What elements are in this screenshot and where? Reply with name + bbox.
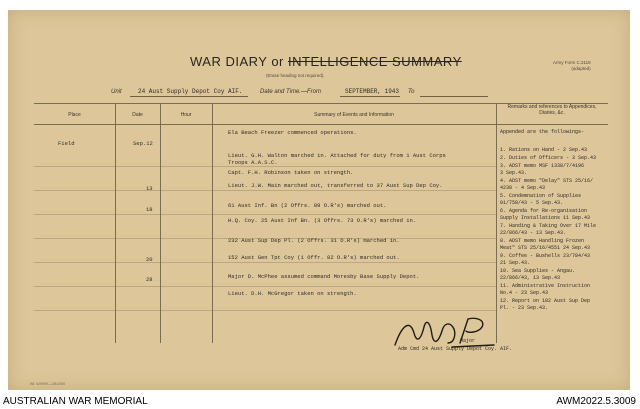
unit-label: Unit xyxy=(111,89,122,95)
row-10-date: 28 xyxy=(146,276,153,283)
remarks-13: 8. ADST memo Handling Frozen xyxy=(500,238,585,244)
remarks-3: 3. ADST memo MSF 1338/7/4196 xyxy=(500,163,585,169)
remarks-17: 10. Sea Supplies - Angau. xyxy=(500,268,576,274)
remarks-18: 22/866/43, 13 Sep.43 xyxy=(500,275,561,281)
row-10-text: Major D. McPhee assumed command Moresby Base Supply Depot. xyxy=(228,273,420,280)
unit-value: 24 Aust Supply Depot Coy AIF. xyxy=(138,88,243,95)
date-label: Date and Time.—From xyxy=(260,89,321,95)
remarks-4: 3 Sep.43. xyxy=(500,170,528,176)
row-5-text: Lieut. J.W. Main marched out, transferred to 37 Aust Sup Dep Coy. xyxy=(228,182,443,189)
army-form-number: Army Form C.2118 (adapted) xyxy=(553,60,591,71)
row-1-date: Sep.12 xyxy=(133,140,153,147)
remarks-19: 11. Administrative Instruction xyxy=(500,283,591,289)
row-0-text: Ela Beach Freezer commenced operations. xyxy=(228,129,357,136)
row-8-text: 232 Aust Sup Dep Pl. (2 Offrs. 31 O.R's) marched in. xyxy=(228,237,400,244)
remarks-1: 1. Rations on Hand - 2 Sep.43 xyxy=(500,147,588,153)
struck-title: INTELLIGENCE SUMMARY xyxy=(288,54,462,69)
remarks-15: 9. Coffee - Bushells 23/784/43 xyxy=(500,253,591,259)
row-11-text: Lieut. D.H. McGregor taken on strength. xyxy=(228,290,357,297)
erase-note: (Erase heading not required). xyxy=(266,73,325,78)
column-header-summary: Summary of Events and Information xyxy=(314,112,394,118)
page-title: WAR DIARY or INTELLIGENCE SUMMARY xyxy=(190,54,462,69)
remarks-20: No.4 - 23 Sep.43 xyxy=(500,290,549,296)
row-6-text: 61 Aust Inf. Bn (2 Offrs. 89 O.R's) marched out. xyxy=(228,202,387,209)
column-header-place: Place xyxy=(68,112,81,118)
remarks-8: 01/758/43 - 5 Sep.43. xyxy=(500,200,564,206)
remarks-0: Appended are the followings- xyxy=(500,129,585,135)
remarks-22: Pl. - 23 Sep.43. xyxy=(500,305,549,311)
row-9-text: 152 Aust Gen Tpt Coy (1 Offr. 82 O.R's) marched out. xyxy=(228,254,400,261)
remarks-12: 22/866/43 - 13 Sep.43. xyxy=(500,230,567,236)
remarks-11: 7. Handing & Taking Over 17 Mile xyxy=(500,223,597,229)
column-header-remarks: Remarks and references to Appendices, Diaries, &c. xyxy=(507,104,597,116)
row-7-text: H.Q. Coy. 25 Aust Inf Bn. (3 Offrs. 73 O.R's) marched in. xyxy=(228,217,417,224)
remarks-16: 21 Sep.43. xyxy=(500,260,531,266)
date-to-label: To xyxy=(408,89,415,95)
row-5-date: 13 xyxy=(146,185,153,192)
remarks-5: 4. ADST memo "Delay" STS 25/16/ xyxy=(500,178,594,184)
remarks-14: Meat" STS 25/16/4551 24 Sep.43 xyxy=(500,245,591,251)
remarks-9: 6. Agenda for Re-organisation xyxy=(500,208,588,214)
row-9-date: 20 xyxy=(146,256,153,263)
remarks-21: 12. Report on 182 Aust Sup Dep xyxy=(500,298,591,304)
signature-line: Adm Cmd 24 Aust Supply Depot Coy. AIF. xyxy=(398,346,513,352)
remarks-7: 5. Condemnation of Supplies xyxy=(500,193,582,199)
column-header-date: Date xyxy=(132,112,143,118)
table-header-rule xyxy=(34,124,608,125)
signature-rank: Major xyxy=(460,338,476,344)
caption-accession-number: AWM2022.5.3009 xyxy=(556,396,636,407)
date-from: SEPTEMBER, 1943 xyxy=(345,88,400,95)
row-2-text: Lieut. G.H. Walton marched in. Attached for duty from 1 Aust Corps xyxy=(228,152,446,159)
caption-institution: AUSTRALIAN WAR MEMORIAL xyxy=(3,396,148,407)
printer-footer: Wt. W.9999—2/41/000 xyxy=(30,382,66,386)
column-header-hour: Hour xyxy=(180,112,192,118)
remarks-2: 2. Duties of Officers - 3 Sep.43 xyxy=(500,155,597,161)
row-6-date: 18 xyxy=(146,206,153,213)
row-3-text: Troops A.A.S.C. xyxy=(228,159,278,166)
remarks-10: Supply Installations 11 Sep.43 xyxy=(500,215,591,221)
remarks-6: 4230 - 4 Sep.43 xyxy=(500,185,546,191)
row-4-text: Capt. F.H. Robinson taken on strength. xyxy=(228,169,354,176)
row-1-place: Field xyxy=(58,140,75,147)
